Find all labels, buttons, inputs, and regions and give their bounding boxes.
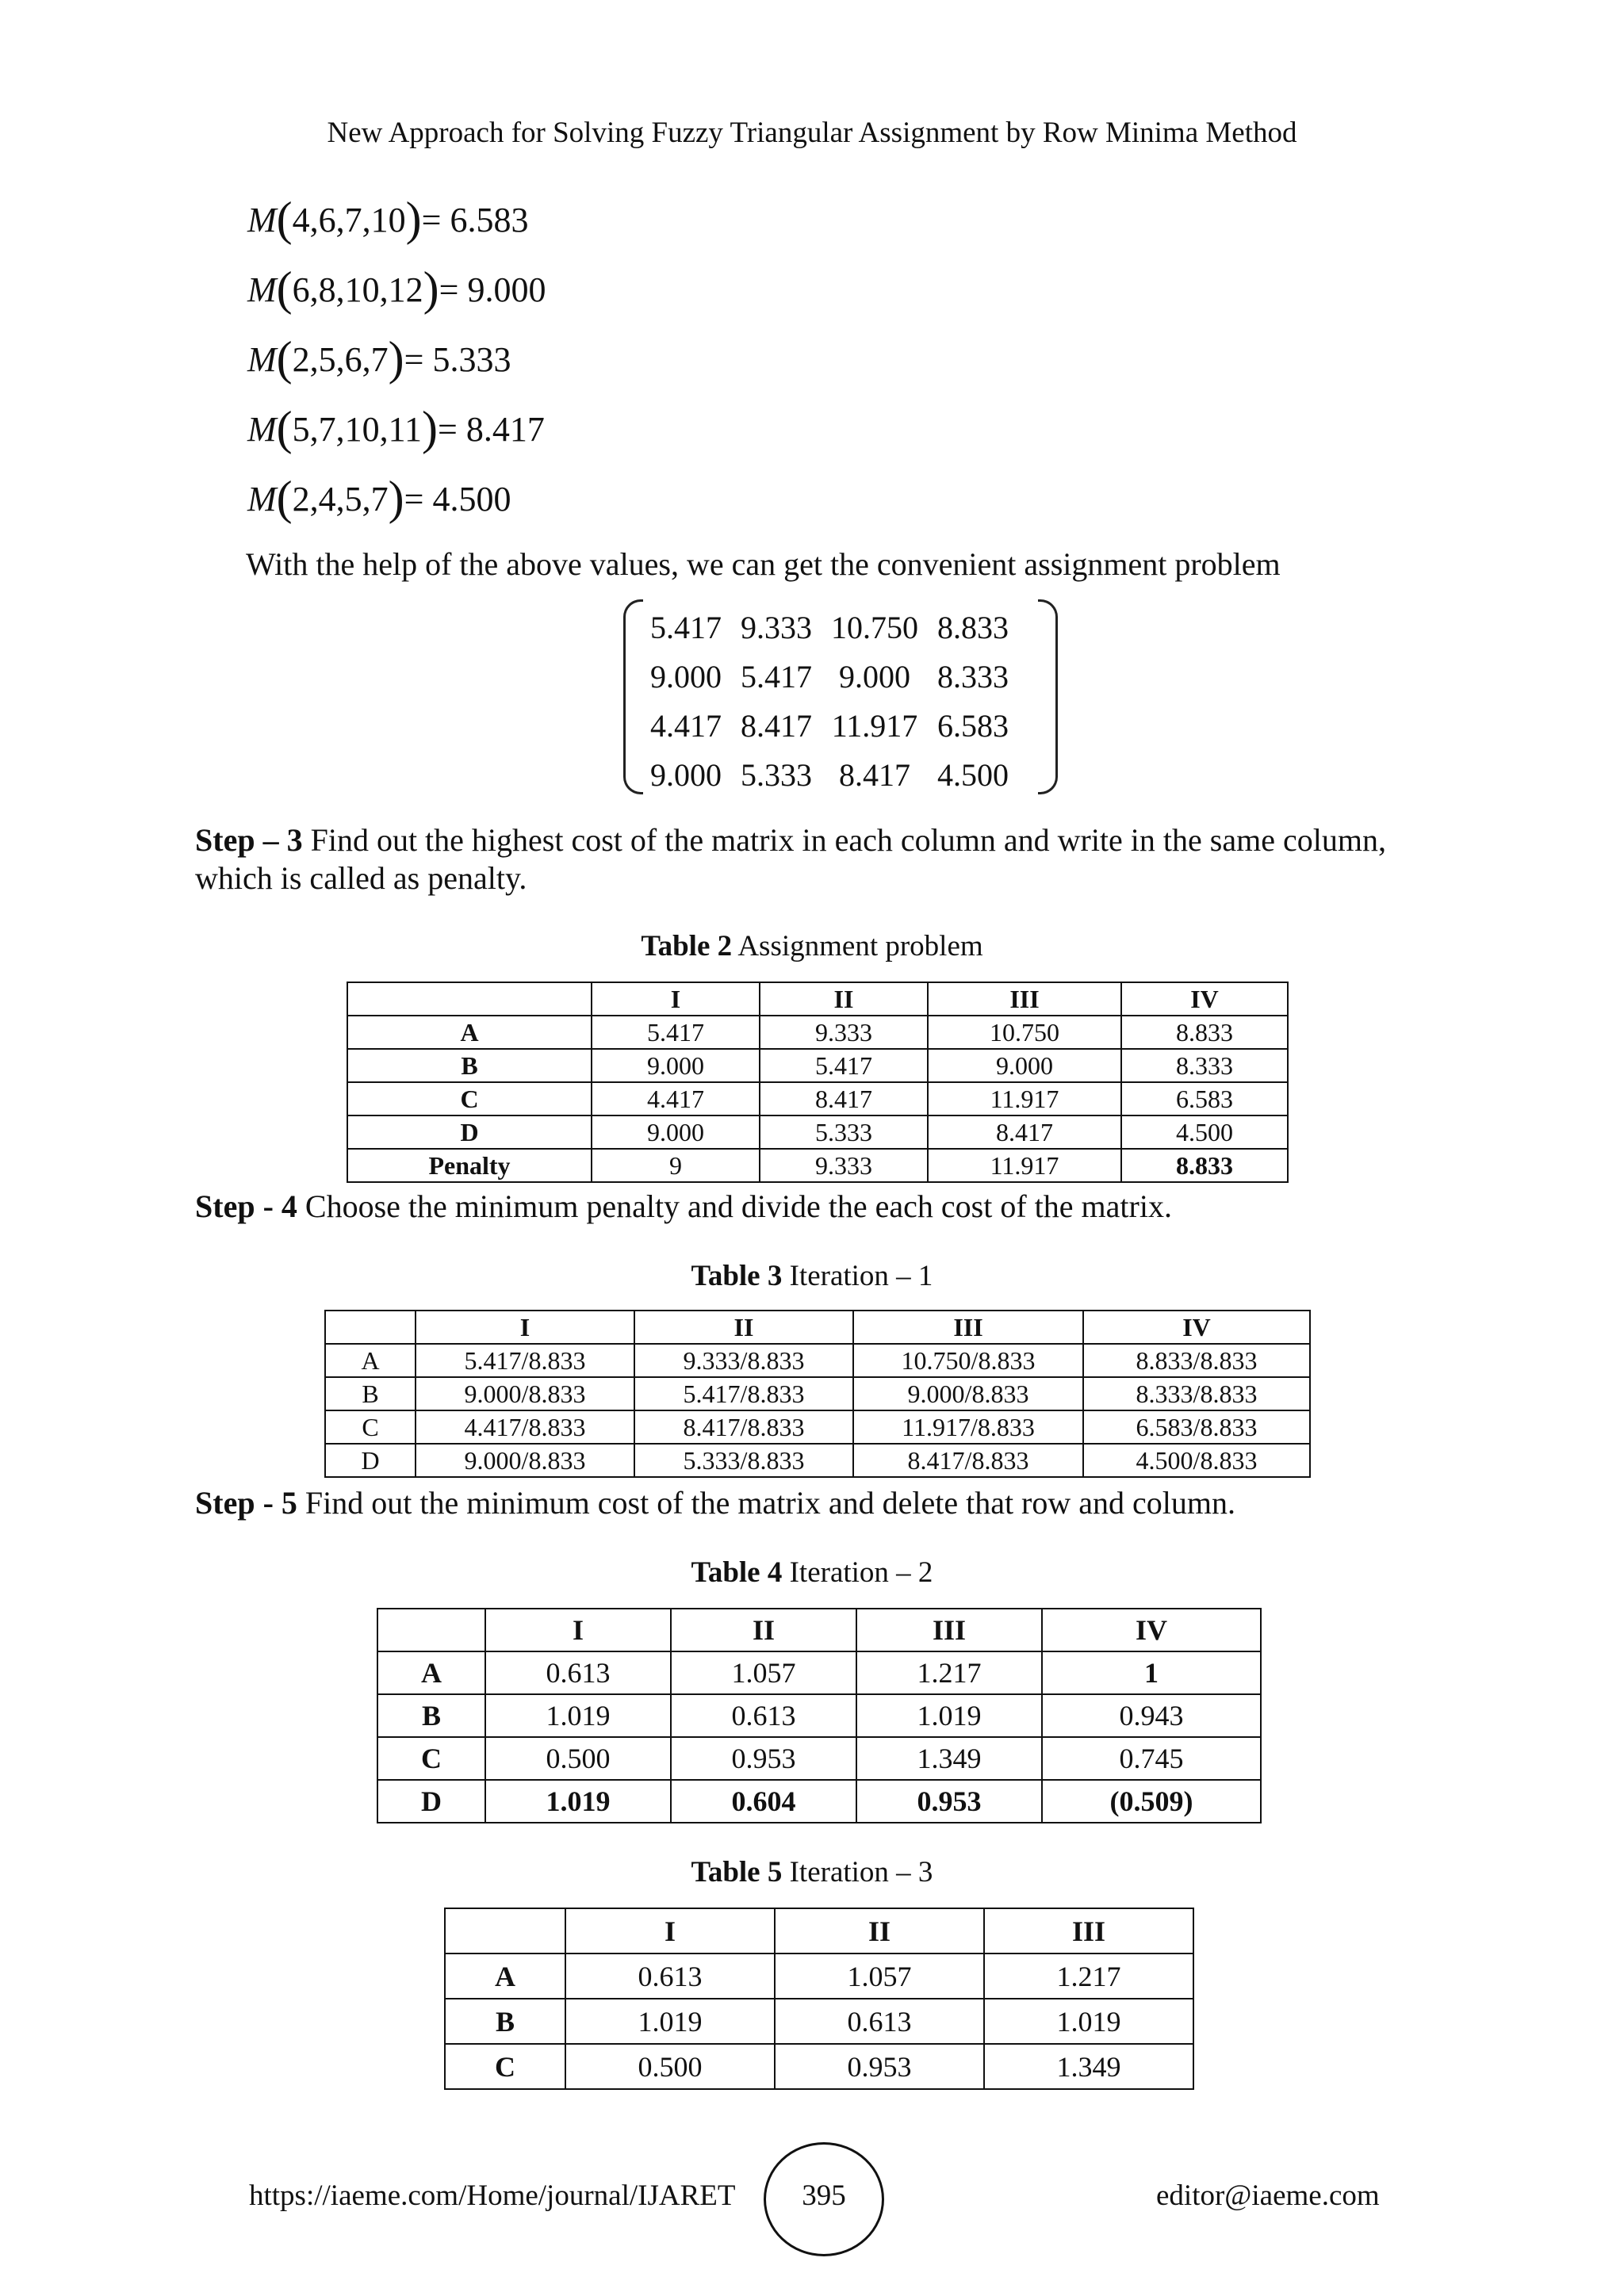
equation: M(2,5,6,7)= 5.333 bbox=[247, 332, 511, 385]
table-2-caption: Table 2 Assignment problem bbox=[641, 930, 983, 962]
table-row: B 9.000/8.833 5.417/8.833 9.000/8.833 8.333/8.833 bbox=[325, 1377, 1310, 1410]
step-3-label: Step – 3 bbox=[195, 822, 303, 858]
table-row: D 1.019 0.604 0.953 (0.509) bbox=[377, 1780, 1261, 1823]
matrix-cell: 9.000 bbox=[839, 658, 910, 695]
matrix-cell: 6.583 bbox=[937, 707, 1009, 744]
table-row: D 9.000/8.833 5.333/8.833 8.417/8.833 4.500/8.833 bbox=[325, 1444, 1310, 1477]
equation: M(5,7,10,11)= 8.417 bbox=[247, 402, 545, 454]
table-row: A 0.613 1.057 1.217 bbox=[445, 1954, 1193, 1999]
matrix-right-bracket bbox=[1038, 599, 1058, 794]
table-row: B 1.019 0.613 1.019 0.943 bbox=[377, 1694, 1261, 1737]
matrix-cell: 9.000 bbox=[650, 756, 722, 793]
table-row: C 0.500 0.953 1.349 0.745 bbox=[377, 1737, 1261, 1780]
page-number: 395 bbox=[802, 2179, 846, 2212]
matrix-cell: 8.417 bbox=[839, 756, 910, 793]
table-row: B 9.000 5.417 9.000 8.333 bbox=[347, 1049, 1288, 1082]
running-header: New Approach for Solving Fuzzy Triangular Assignment by Row Minima Method bbox=[327, 117, 1297, 149]
table-4 bbox=[377, 1608, 1262, 1823]
intro-paragraph: With the help of the above values, we can get the convenient assignment problem bbox=[246, 546, 1281, 582]
step-5-text: Find out the minimum cost of the matrix and delete that row and column. bbox=[297, 1485, 1235, 1521]
matrix-cell: 9.000 bbox=[650, 658, 722, 695]
table-row: C 0.500 0.953 1.349 bbox=[445, 2044, 1193, 2089]
matrix-cell: 8.333 bbox=[937, 658, 1009, 695]
matrix-grid bbox=[641, 603, 1018, 799]
matrix-cell: 4.417 bbox=[650, 707, 722, 744]
table-4-caption: Table 4 Iteration – 2 bbox=[691, 1556, 933, 1589]
matrix-cell: 5.333 bbox=[741, 756, 812, 793]
table-5-caption: Table 5 Iteration – 3 bbox=[691, 1856, 933, 1888]
table-header-row: I II III IV bbox=[325, 1311, 1310, 1344]
table-5 bbox=[444, 1908, 1194, 2090]
table-3-caption: Table 3 Iteration – 1 bbox=[691, 1260, 933, 1292]
matrix-cell: 8.833 bbox=[937, 609, 1009, 645]
table-row: A 5.417 9.333 10.750 8.833 bbox=[347, 1016, 1288, 1049]
table-3 bbox=[324, 1310, 1311, 1478]
table-row: D 9.000 5.333 8.417 4.500 bbox=[347, 1115, 1288, 1149]
step-4-text: Choose the minimum penalty and divide the each cost of the matrix. bbox=[297, 1188, 1172, 1224]
penalty-row: Penalty 9 9.333 11.917 8.833 bbox=[347, 1149, 1288, 1182]
footer-email[interactable]: editor@iaeme.com bbox=[1156, 2179, 1380, 2212]
step-5-paragraph bbox=[195, 1484, 1235, 1522]
matrix-cell: 11.917 bbox=[831, 707, 918, 744]
matrix-cell: 5.417 bbox=[741, 658, 812, 695]
footer-url[interactable]: https://iaeme.com/Home/journal/IJARET bbox=[249, 2179, 736, 2212]
table-header-row: I II III IV bbox=[347, 982, 1288, 1016]
cost-matrix bbox=[619, 599, 1063, 793]
table-2 bbox=[347, 982, 1289, 1183]
matrix-cell: 10.750 bbox=[831, 609, 918, 645]
matrix-cell: 4.500 bbox=[937, 756, 1009, 793]
table-row: C 4.417 8.417 11.917 6.583 bbox=[347, 1082, 1288, 1115]
table-row: A 5.417/8.833 9.333/8.833 10.750/8.833 8.833/8.833 bbox=[325, 1344, 1310, 1377]
matrix-cell: 5.417 bbox=[650, 609, 722, 645]
matrix-cell: 9.333 bbox=[741, 609, 812, 645]
step-5-label: Step - 5 bbox=[195, 1485, 297, 1521]
table-header-row: I II III bbox=[445, 1908, 1193, 1954]
equation: M(2,4,5,7)= 4.500 bbox=[247, 472, 511, 524]
step-3-paragraph bbox=[195, 821, 1448, 897]
step-4-label: Step - 4 bbox=[195, 1188, 297, 1224]
equation: M(6,8,10,12)= 9.000 bbox=[247, 262, 546, 315]
table-row: A 0.613 1.057 1.217 1 bbox=[377, 1651, 1261, 1694]
matrix-cell: 8.417 bbox=[741, 707, 812, 744]
step-3-text: Find out the highest cost of the matrix in each column and write in the same column, which is called as penalty. bbox=[195, 822, 1386, 896]
table-row: C 4.417/8.833 8.417/8.833 11.917/8.833 6.583/8.833 bbox=[325, 1410, 1310, 1444]
equation: M(4,6,7,10)= 6.583 bbox=[247, 193, 529, 245]
table-row: B 1.019 0.613 1.019 bbox=[445, 1999, 1193, 2044]
step-4-paragraph bbox=[195, 1188, 1172, 1226]
table-header-row: I II III IV bbox=[377, 1609, 1261, 1651]
